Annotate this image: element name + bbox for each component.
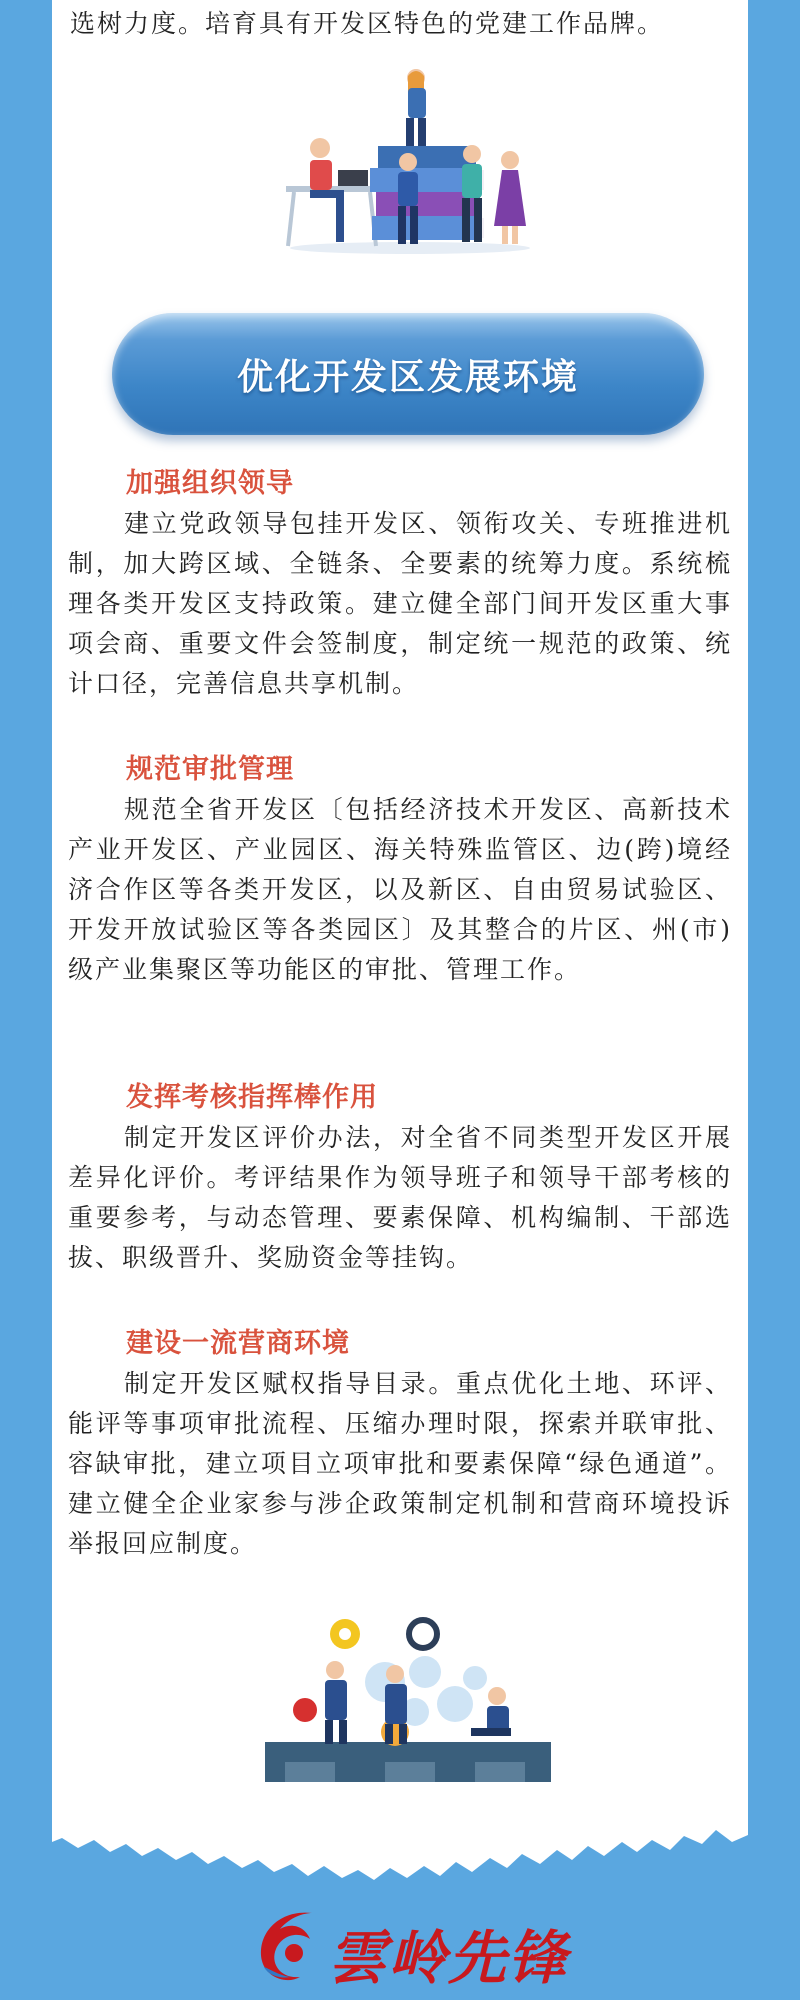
logo-swirl-icon bbox=[250, 1905, 328, 1985]
section-body: 建立党政领导包挂开发区、领衔攻关、专班推进机制，加大跨区域、全链条、全要素的统筹力度。系统梳理各类开发区支持政策。建立健全部门间开发区重大事项会商、重要文件会签制度，制定统一规范的政策、统计口径，完善信息共享机制。 bbox=[68, 509, 732, 698]
section-body: 制定开发区赋权指导目录。重点优化土地、环评、能评等事项审批流程、压缩办理时限，探索并联审批、容缺审批，建立项目立项审批和要素保障“绿色通道”。建立健全企业家参与涉企政策制定机制和营商环境投诉举报回应制度。 bbox=[68, 1369, 732, 1558]
section-title: 规范审批管理 bbox=[126, 754, 294, 785]
section-body: 制定开发区评价办法，对全省不同类型开发区开展差异化评价。考评结果作为领导班子和领导干部考核的重要参考，与动态管理、要素保障、机构编制、干部选拔、职级晋升、奖励资金等挂钩。 bbox=[68, 1123, 732, 1272]
section-body: 规范全省开发区〔包括经济技术开发区、高新技术产业开发区、产业园区、海关特殊监管区、边(跨)境经济合作区等各类开发区，以及新区、自由贸易试验区、开发开放试验区等各类园区〕及其整合的片区、州(市)级产业集聚区等功能区的审批、管理工作。 bbox=[68, 795, 732, 984]
section-title: 加强组织领导 bbox=[126, 468, 294, 499]
torn-paper-edge bbox=[52, 1780, 748, 1890]
logo-text: 雲岭先锋 bbox=[328, 1924, 569, 1992]
intro-paragraph-tail: 选树力度。培育具有开发区特色的党建工作品牌。 bbox=[70, 9, 665, 38]
section-organizational-leadership bbox=[68, 464, 732, 704]
business-gears-illustration bbox=[265, 1612, 551, 1782]
section-banner bbox=[112, 313, 704, 435]
section-business-environment bbox=[68, 1324, 732, 1564]
section-title: 建设一流营商环境 bbox=[126, 1328, 350, 1359]
section-assessment-baton bbox=[68, 1078, 732, 1278]
banner-title: 优化开发区发展环境 bbox=[236, 356, 579, 398]
section-title: 发挥考核指挥棒作用 bbox=[126, 1082, 378, 1113]
people-books-illustration bbox=[280, 66, 540, 256]
section-approval-management bbox=[68, 750, 732, 990]
yunling-xianfeng-logo bbox=[250, 1905, 569, 1992]
